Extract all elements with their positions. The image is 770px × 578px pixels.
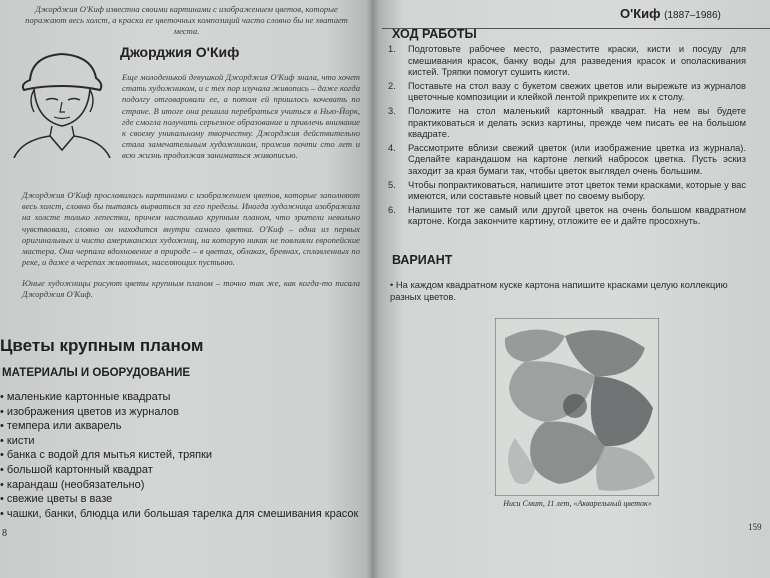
- step-text: Подготовьте рабочее место, разместите краски, кисти и посуду для смешивания красок, банку воды для разведения красок и ополаскивания кистей. Тряпки помогут сушить кисти.: [408, 44, 746, 78]
- step-number: 3.: [388, 105, 396, 116]
- book-gutter: [366, 0, 380, 578]
- step-number: 4.: [388, 142, 396, 153]
- step-number: 2.: [388, 80, 396, 91]
- step-item: [388, 205, 746, 228]
- page-number-left: 8: [2, 528, 7, 539]
- portrait-illustration: [12, 50, 112, 158]
- step-item: [388, 44, 746, 79]
- step-text: Напишите тот же самый или другой цветок на очень большом квадратном картоне. Когда закончите картину, отложите ее и дайте просохнуть.: [408, 204, 746, 227]
- step-item: [388, 106, 746, 141]
- step-text: Чтобы попрактиковаться, напишите этот цветок теми красками, которые у вас имеются, или составьте новый цвет по своему выбору.: [408, 179, 746, 202]
- page-number-right: 159: [748, 522, 762, 532]
- list-item: • чашки, банки, блюдца или большая тарелка для смешивания красок: [0, 507, 358, 522]
- variant-title: ВАРИАНТ: [392, 253, 453, 267]
- intro-text: Джорджия О'Киф известна своими картинами с изображением цветов, которые поражают весь холст, а краски ее цветочных композиций часто словно бы не хватает места.: [25, 4, 348, 37]
- list-item: • банка с водой для мытья кистей, тряпки: [0, 448, 358, 463]
- variant-text: • На каждом квадратном куске картона напишите красками целую коллекцию разных цветов.: [390, 279, 728, 302]
- work-title: ХОД РАБОТЫ: [392, 27, 477, 41]
- step-text: Рассмотрите вблизи свежий цветок (или изображение цветка из журнала). Сделайте карандашом на картоне легкий набросок цветка. Пусть эскиз заходит за края бумаги так, чтобы цветок выглядел очень большим.: [408, 142, 746, 176]
- materials-list: [0, 390, 358, 521]
- steps-list: [388, 44, 746, 230]
- step-text: Поставьте на стол вазу с букетом свежих цветов или вырежьте из журналов цветочные композиции и клейкой лентой прикрепите их к столу.: [408, 80, 746, 103]
- step-item: [388, 81, 746, 104]
- watercolor-flower-image: [495, 318, 659, 496]
- bio-title: Джорджия О'Киф: [120, 44, 240, 60]
- list-item: • маленькие картонные квадраты: [0, 390, 358, 405]
- section-title: Цветы крупным планом: [0, 336, 204, 355]
- bio-paragraph-1: Еще молоденькой девушкой Джорджия О'Киф знала, что хочет стать художником, и с тех пор изучала живопись – даже когда подолгу отговаривали ее, а потом ей пришлось кочевать по стране. В итоге она решила перебраться учиться в Нью-Йорк, где смогла получить серьезное образование и привлечь внимание к своему уникальному творчеству. Джорджия действительно стала замечательным художником, прожив почти сто лет и всю жизнь продолжая заниматься живописью.: [122, 72, 360, 161]
- list-item: • кисти: [0, 434, 358, 449]
- header-name: [620, 6, 721, 21]
- step-item: [388, 143, 746, 178]
- step-number: 1.: [388, 44, 396, 54]
- list-item: • темпера или акварель: [0, 419, 358, 434]
- step-item: [388, 180, 746, 203]
- step-number: 6.: [388, 204, 396, 215]
- variant-text-content: На каждом квадратном куске картона напишите красками целую коллекцию разных цветов.: [390, 279, 728, 302]
- materials-title: МАТЕРИАЛЫ И ОБОРУДОВАНИЕ: [2, 367, 191, 379]
- left-page: [0, 0, 384, 578]
- step-text: Положите на стол маленький картонный квадрат. На нем вы будете практиковаться и делать эскиз картины, прежде чем писать ее на большом квадрате.: [408, 105, 746, 140]
- header-artist: О'Киф: [620, 6, 661, 21]
- list-item: • изображения цветов из журналов: [0, 405, 358, 420]
- bio-paragraph-2: Джорджия О'Киф прославилась картинами с изображением цветов, которые заполняют весь холст, словно бы пытаясь вырваться за его пределы. Иногда художница изображала на холсте только лепестки, причем настолько крупным планом, что зрители невольно чувствовали, словно он находится внутри самого цветка. О'Киф – одна из первых оригинальных и чисто американских художниц, на которую никак не повлияли европейские мастера. Она черпала вдохновение в природе – в цветах, облаках, бревнах, сплавленных по реке, и даже в черепах животных, населяющих пустыню.: [22, 190, 360, 268]
- list-item: • большой картонный квадрат: [0, 463, 358, 478]
- header-years: (1887–1986): [664, 10, 721, 21]
- bio-paragraph-3: Юные художницы рисуют цветы крупным планом – точно так же, как когда-то писала Джорджия О'Киф.: [22, 278, 360, 300]
- list-item: • свежие цветы в вазе: [0, 492, 358, 507]
- step-number: 5.: [388, 179, 396, 190]
- list-item: • карандаш (необязательно): [0, 478, 358, 493]
- image-caption: Ниси Смит, 11 лет, «Акварельный цветок»: [503, 499, 652, 508]
